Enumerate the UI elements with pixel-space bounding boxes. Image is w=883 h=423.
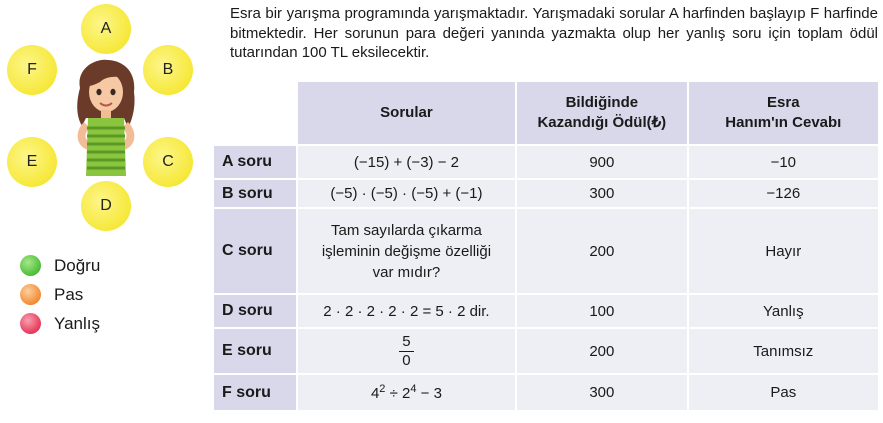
- header-answer-line1: Esra: [767, 94, 800, 111]
- prize-cell: 200: [517, 329, 687, 373]
- fraction-numerator: 5: [399, 333, 413, 352]
- option-circle-d: D: [81, 181, 131, 231]
- expr-exp1: 2: [379, 383, 386, 395]
- prize-cell: 300: [517, 375, 687, 410]
- answer-cell: −126: [689, 180, 878, 207]
- option-circle-e: E: [7, 137, 57, 187]
- prize-cell: 100: [517, 295, 687, 327]
- question-line: işleminin değişme özelliği: [321, 242, 492, 260]
- question-cell: [298, 209, 515, 293]
- fraction: [399, 333, 413, 370]
- question-cell: (−5) · (−5) · (−5) + (−1): [298, 180, 515, 207]
- prize-cell: 200: [517, 209, 687, 293]
- question-cell: [298, 375, 515, 410]
- question-cell: 2 · 2 · 2 · 2 · 2 = 5 · 2 dir.: [298, 295, 515, 327]
- answer-legend: [20, 251, 100, 338]
- table-row: [214, 209, 878, 293]
- row-label: E soru: [214, 329, 296, 373]
- question-cell: [298, 329, 515, 373]
- header-questions: Sorular: [298, 82, 515, 144]
- red-dot-icon: [20, 313, 41, 334]
- table-row: [214, 180, 878, 207]
- header-answer-line2: Hanım'ın Cevabı: [725, 114, 842, 131]
- option-circle-b: B: [143, 45, 193, 95]
- question-line: var mıdır?: [372, 263, 441, 281]
- legend-item-correct: [20, 251, 100, 280]
- row-label: D soru: [214, 295, 296, 327]
- row-label: A soru: [214, 146, 296, 178]
- answer-cell: Tanımsız: [689, 329, 878, 373]
- table-row: [214, 146, 878, 178]
- table-corner: [214, 82, 296, 144]
- header-answer: [689, 82, 878, 144]
- green-dot-icon: [20, 255, 41, 276]
- fraction-denominator: 0: [402, 351, 411, 369]
- legend-item-pass: [20, 280, 100, 309]
- prize-cell: 300: [517, 180, 687, 207]
- answer-cell: −10: [689, 146, 878, 178]
- table-header-row: [214, 82, 878, 144]
- quiz-table: [212, 80, 880, 412]
- option-circle-a: A: [81, 4, 131, 54]
- row-label: F soru: [214, 375, 296, 410]
- answer-cell: Hayır: [689, 209, 878, 293]
- row-label: C soru: [214, 209, 296, 293]
- intro-paragraph: Esra bir yarışma programında yarışmaktadır. Yarışmadaki sorular A harfinden başlayıp F harfinde bitmektedir. Her sorunun para değeri yanında yazmakta olup her yanlış soru için toplam ödül tutarından 100 TL eksilecektir.: [230, 5, 878, 61]
- table-row: [214, 375, 878, 410]
- girl-illustration: [66, 58, 144, 176]
- expr-base2: 2: [402, 385, 411, 402]
- header-prize-line2: Kazandığı Ödül(₺): [537, 114, 667, 131]
- expr-exp2: 4: [410, 383, 417, 395]
- legend-label-wrong: Yanlış: [54, 313, 100, 333]
- legend-item-wrong: [20, 309, 100, 338]
- option-circle-c: C: [143, 137, 193, 187]
- answer-cell: Yanlış: [689, 295, 878, 327]
- answer-cell: Pas: [689, 375, 878, 410]
- prize-cell: 900: [517, 146, 687, 178]
- table-row: [214, 329, 878, 373]
- expr-base1: 4: [370, 385, 380, 402]
- option-circle-f: F: [7, 45, 57, 95]
- expr-op: ÷: [385, 385, 402, 402]
- legend-label-correct: Doğru: [54, 255, 101, 275]
- row-label: B soru: [214, 180, 296, 207]
- header-prize-line1: Bildiğinde: [565, 94, 639, 111]
- expr-tail: − 3: [416, 385, 442, 402]
- table-row: [214, 295, 878, 327]
- header-prize: [517, 82, 687, 144]
- question-line: Tam sayılarda çıkarma: [330, 221, 482, 239]
- legend-label-pass: Pas: [54, 284, 84, 304]
- orange-dot-icon: [20, 284, 41, 305]
- question-cell: (−15) + (−3) − 2: [298, 146, 515, 178]
